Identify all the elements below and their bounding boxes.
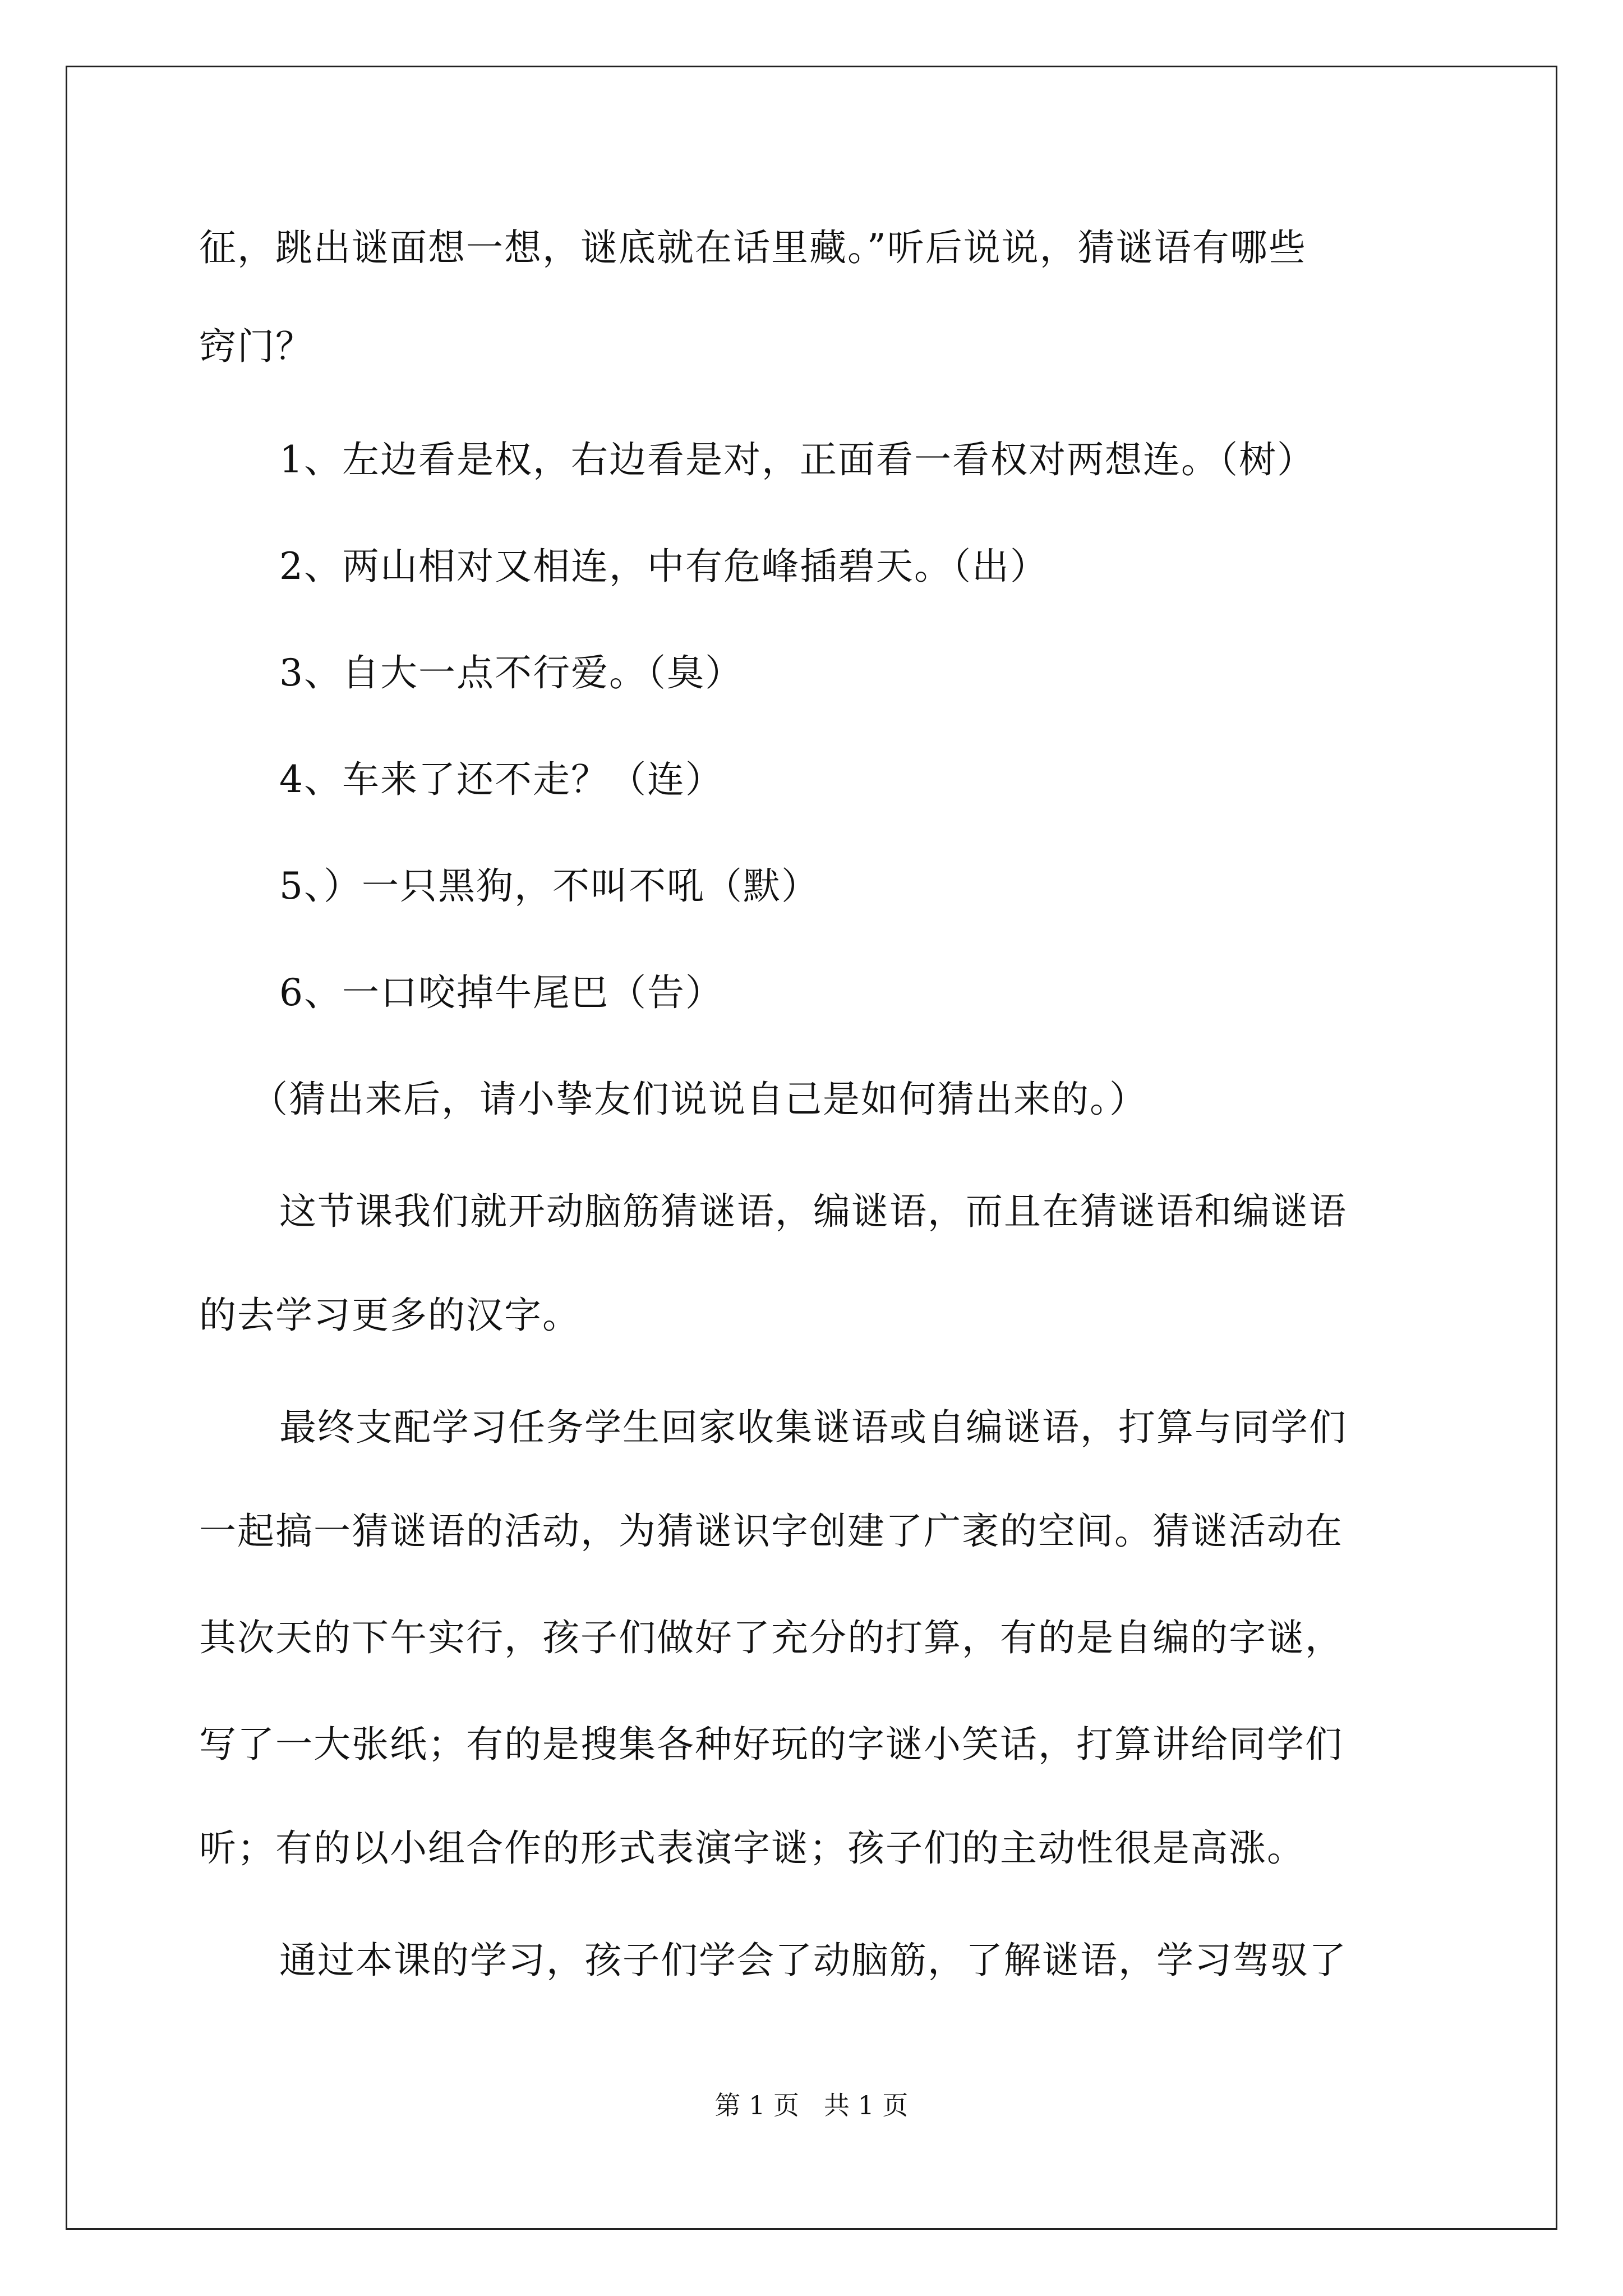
page-border <box>66 66 1557 2230</box>
riddle-4: 4、车来了还不走？（连） <box>279 758 723 801</box>
text-line-1: 征，跳出谜面想一想，谜底就在话里藏。”听后说说，猜谜语有哪些 <box>199 226 1307 269</box>
text-line-2: 窍门？ <box>199 325 313 368</box>
paragraph-2-line-5: 听；有的以小组合作的形式表演字谜；孩子们的主动性很是高涨。 <box>199 1826 1305 1870</box>
riddle-1: 1、左边看是权，右边看是对，正面看一看权对两想连。（树） <box>279 438 1315 481</box>
riddle-2: 2、两山相对又相连，中有危峰插碧天。（出） <box>279 545 1048 588</box>
paragraph-2-line-3: 其次天的下午实行，孩子们做好了充分的打算，有的是自编的字谜， <box>199 1616 1343 1659</box>
page-number-footer: 第 1 页 共 1 页 <box>714 2090 909 2120</box>
paragraph-3-line-1: 通过本课的学习，孩子们学会了动脑筋，了解谜语，学习驾驭了 <box>279 1939 1347 1982</box>
paragraph-2-line-4: 写了一大张纸；有的是搜集各种好玩的字谜小笑话，打算讲给同学们 <box>199 1723 1343 1766</box>
riddle-note: （猜出来后，请小挚友们说说自己是如何猜出来的。） <box>251 1078 1147 1121</box>
paragraph-1-line-1: 这节课我们就开动脑筋猜谜语，编谜语，而且在猜谜语和编谜语 <box>279 1190 1347 1233</box>
riddle-6: 6、一口咬掉牛尾巴（告） <box>279 971 723 1014</box>
riddle-5: 5、）一只黑狗，不叫不吼（默） <box>279 864 819 908</box>
paragraph-1-line-2: 的去学习更多的汉字。 <box>199 1294 580 1337</box>
riddle-3: 3、自大一点不行爱。（臭） <box>279 651 743 694</box>
paragraph-2-line-2: 一起搞一猜谜语的活动，为猜谜识字创建了广袤的空间。猜谜活动在 <box>199 1510 1343 1553</box>
paragraph-2-line-1: 最终支配学习任务学生回家收集谜语或自编谜语，打算与同学们 <box>279 1406 1347 1449</box>
